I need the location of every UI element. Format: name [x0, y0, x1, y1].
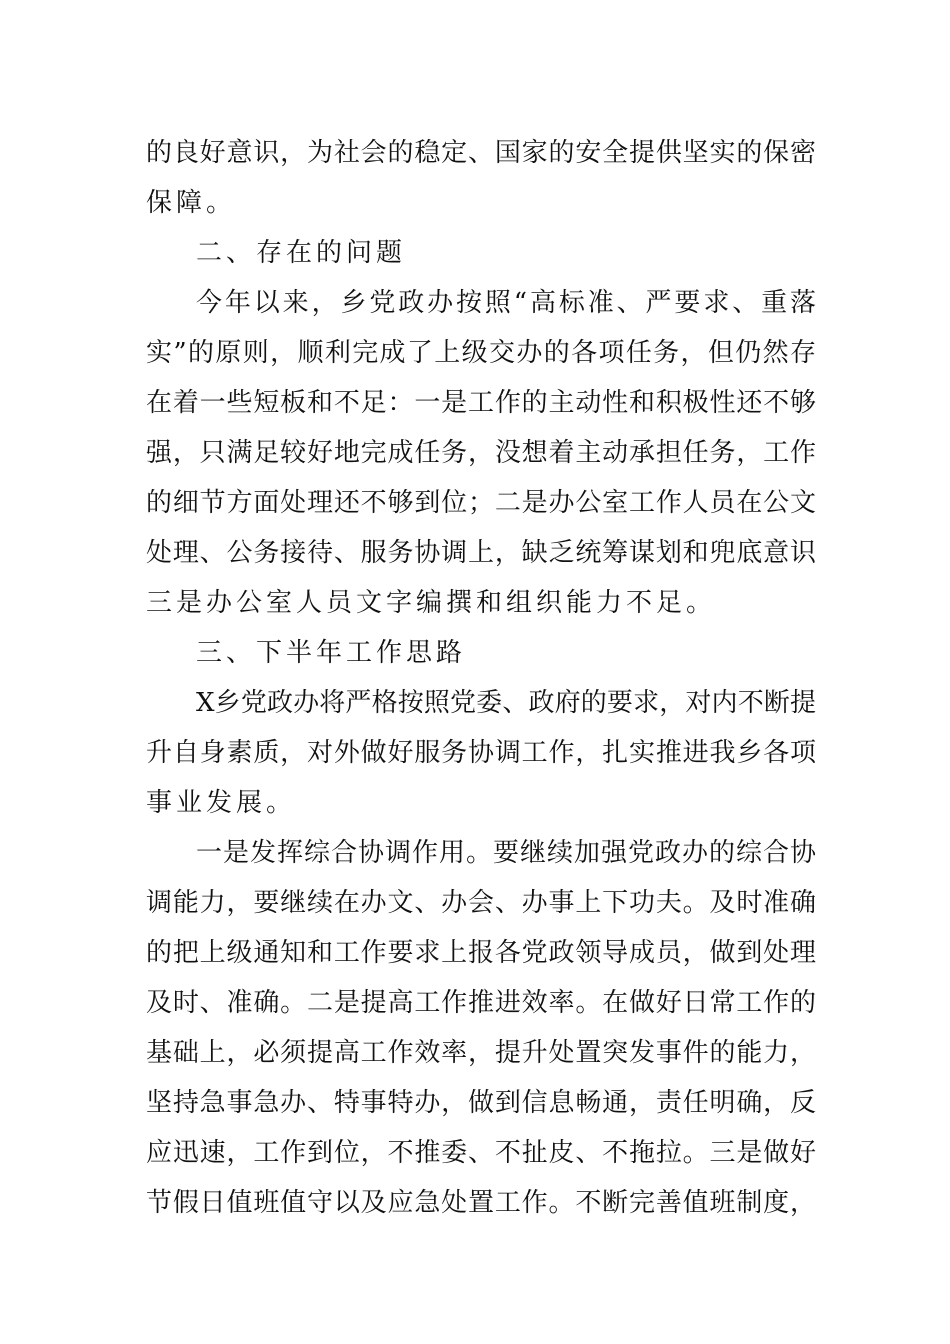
paragraph-line: 应迅速，工作到位，不推委、不扯皮、不拖拉。三是做好 — [146, 1138, 816, 1168]
paragraph-line: 在着一些短板和不足：一是工作的主动性和积极性还不够 — [146, 388, 816, 418]
section-heading: 三、下半年工作思路 — [196, 638, 467, 668]
paragraph-line: 坚持急事急办、特事特办，做到信息畅通，责任明确，反 — [146, 1088, 816, 1118]
paragraph-line: 节假日值班值守以及应急处置工作。不断完善值班制度， — [146, 1188, 816, 1218]
paragraph-line: 一是发挥综合协调作用。要继续加强党政办的综合协 — [196, 838, 816, 868]
paragraph-line: 的把上级通知和工作要求上报各党政领导成员，做到处理 — [146, 938, 816, 968]
paragraph-line: 强，只满足较好地完成任务，没想着主动承担任务，工作 — [146, 438, 816, 468]
paragraph-line: 事业发展。 — [146, 788, 297, 818]
paragraph-line: 今年以来，乡党政办按照“高标准、严要求、重落 — [196, 288, 816, 318]
paragraph-line: 调能力，要继续在办文、办会、办事上下功夫。及时准确 — [146, 888, 816, 918]
paragraph-line: 基础上，必须提高工作效率，提升处置突发事件的能力， — [146, 1038, 816, 1068]
paragraph-line: 升自身素质，对外做好服务协调工作，扎实推进我乡各项 — [146, 738, 816, 768]
paragraph-line: 及时、准确。二是提高工作推进效率。在做好日常工作的 — [146, 988, 816, 1018]
paragraph-line: 三是办公室人员文字编撰和组织能力不足。 — [146, 588, 717, 618]
paragraph-line: X乡党政办将严格按照党委、政府的要求，对内不断提 — [196, 688, 816, 718]
paragraph-line: 实”的原则，顺利完成了上级交办的各项任务，但仍然存 — [146, 338, 816, 368]
paragraph-line: 处理、公务接待、服务协调上，缺乏统筹谋划和兜底意识 — [146, 538, 816, 568]
section-heading: 二、存在的问题 — [196, 238, 407, 268]
paragraph-line: 的良好意识，为社会的稳定、国家的安全提供坚实的保密 — [146, 138, 816, 168]
paragraph-line: 保障。 — [146, 188, 237, 218]
paragraph-line: 的细节方面处理还不够到位；二是办公室工作人员在公文 — [146, 488, 816, 518]
